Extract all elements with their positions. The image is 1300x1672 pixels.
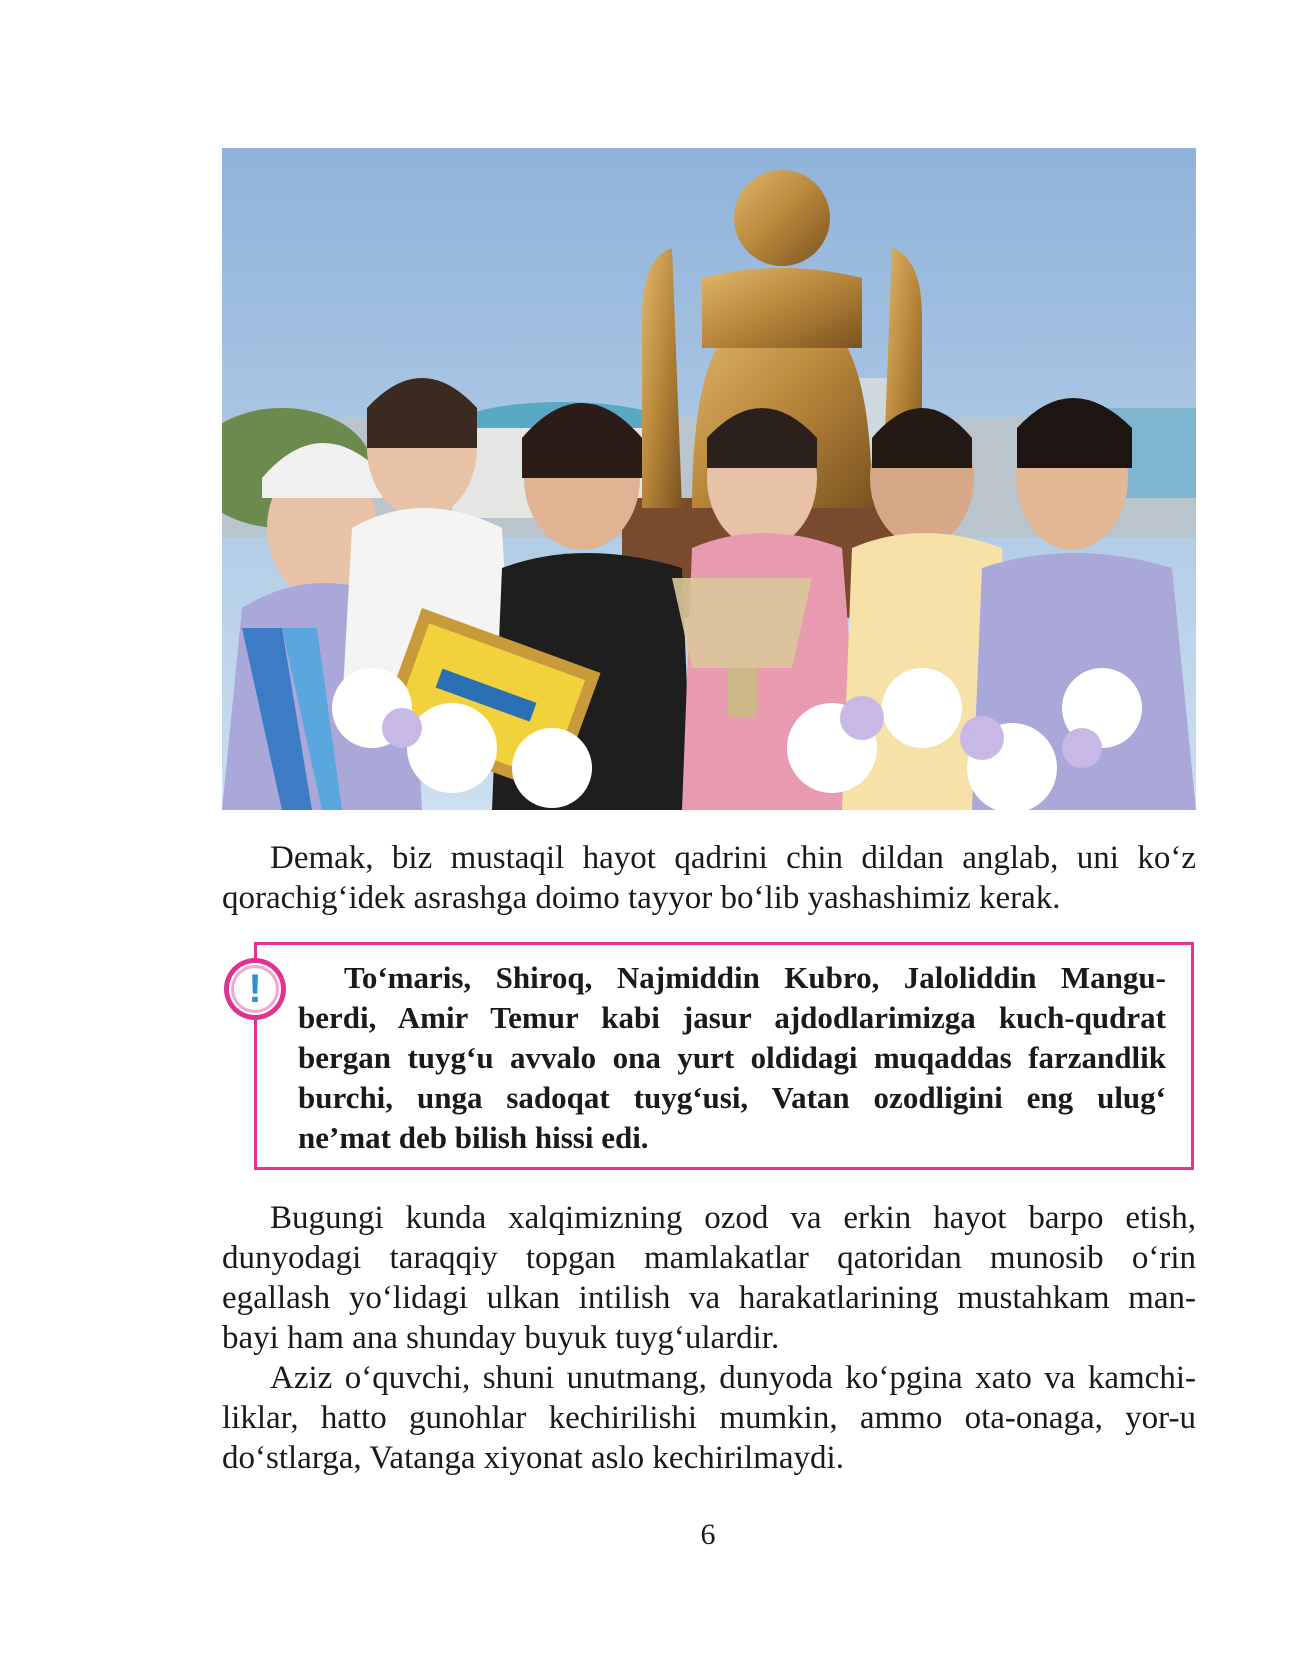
note-line: berdi, Amir Temur kabi jasur ajdodlarimizga kuch-qudrat	[298, 1000, 1166, 1035]
note-badge-inner	[229, 963, 281, 1015]
paragraph-line: do‘stlarga, Vatanga xiyonat aslo kechirilmaydi.	[222, 1440, 844, 1476]
photo-statue-and-girls	[222, 148, 1196, 810]
exclamation-icon: !	[248, 967, 262, 1011]
paragraph-1	[222, 838, 1196, 918]
important-note-text	[298, 958, 1166, 1158]
paragraph-line: egallash yo‘lidagi ulkan intilish va harakatlarining mustahkam man-	[222, 1280, 1196, 1316]
note-badge	[224, 958, 286, 1020]
paragraph-line: Bugungi kunda xalqimizning ozod va erkin hayot barpo etish,	[270, 1200, 1196, 1236]
paragraph-line: Demak, biz mustaqil hayot qadrini chin dildan anglab, uni ko‘z	[270, 840, 1196, 876]
note-line: ne’mat deb bilish hissi edi.	[298, 1120, 649, 1155]
paragraph-2	[222, 1198, 1196, 1358]
page-number: 6	[700, 1518, 716, 1551]
photo-illustration	[222, 148, 1196, 810]
paragraph-line: qorachig‘idek asrashga doimo tayyor bo‘lib yashashimiz kerak.	[222, 880, 1061, 916]
paragraph-line: Aziz o‘quvchi, shuni unutmang, dunyoda ko‘pgina xato va kamchi-	[270, 1360, 1196, 1396]
note-line: bergan tuyg‘u avvalo ona yurt oldidagi muqaddas farzandlik	[298, 1040, 1166, 1075]
paragraph-line: bayi ham ana shunday buyuk tuyg‘ulardir.	[222, 1320, 780, 1356]
note-line: To‘maris, Shiroq, Najmiddin Kubro, Jaloliddin Mangu-	[344, 960, 1166, 995]
paragraph-line: dunyodagi taraqqiy topgan mamlakatlar qatoridan munosib o‘rin	[222, 1240, 1196, 1276]
paragraph-line: liklar, hatto gunohlar kechirilishi mumkin, ammo ota-onaga, yor-u	[222, 1400, 1196, 1436]
note-line: burchi, unga sadoqat tuyg‘usi, Vatan ozodligini eng ulug‘	[298, 1080, 1166, 1115]
paragraph-3	[222, 1358, 1196, 1478]
